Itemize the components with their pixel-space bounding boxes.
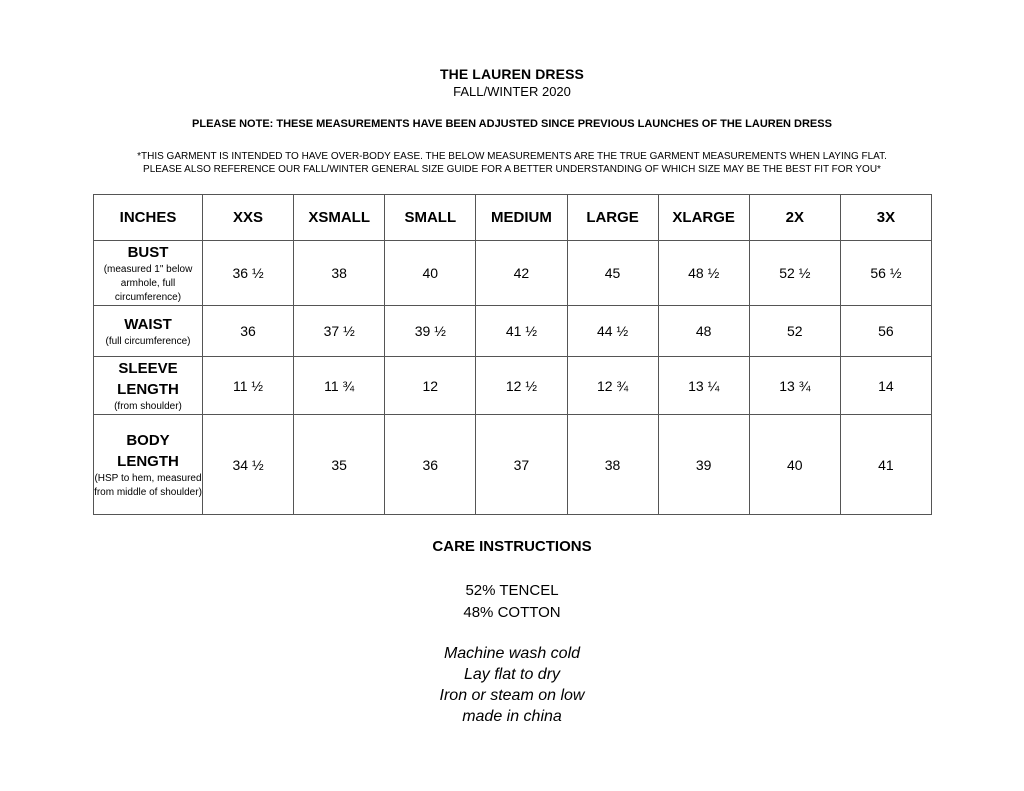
fabric-composition <box>0 580 1024 624</box>
measurement-disclaimer <box>0 150 1024 176</box>
adjustment-note: PLEASE NOTE: THESE MEASUREMENTS HAVE BEEN ADJUSTED SINCE PREVIOUS LAUNCHES OF THE LAUREN DRESS <box>192 118 832 130</box>
table-cell: 52 ½ <box>749 241 840 306</box>
column-header: SMALL <box>385 195 476 241</box>
care-instruction: Lay flat to dry <box>463 666 561 683</box>
table-cell: 13 ¼ <box>658 357 749 415</box>
table-cell: 41 <box>840 415 931 515</box>
row-label-cell <box>94 241 203 306</box>
row-sublabel: (from shoulder) <box>114 400 182 412</box>
column-header: LARGE <box>567 195 658 241</box>
table-row <box>94 306 932 357</box>
care-instruction: Machine wash cold <box>443 645 581 662</box>
table-cell: 11 ¾ <box>294 357 385 415</box>
row-sublabel: (measured 1" below armhole, full circumference) <box>103 263 193 303</box>
table-cell: 13 ¾ <box>749 357 840 415</box>
disclaimer-line-1: *THIS GARMENT IS INTENDED TO HAVE OVER-BODY EASE. THE BELOW MEASUREMENTS ARE THE TRUE GARMENT MEASUREMENTS WHEN LAYING FLAT. <box>137 151 887 162</box>
table-cell: 39 <box>658 415 749 515</box>
table-cell: 36 <box>203 306 294 357</box>
page-title: THE LAUREN DRESS <box>440 66 584 82</box>
column-header: MEDIUM <box>476 195 567 241</box>
size-chart-table <box>93 194 932 515</box>
table-cell: 34 ½ <box>203 415 294 515</box>
table-row <box>94 357 932 415</box>
row-label: BODY LENGTH <box>117 431 179 470</box>
care-instruction: made in china <box>462 708 562 725</box>
table-cell: 40 <box>749 415 840 515</box>
table-header-row <box>94 195 932 241</box>
fabric-line: 48% COTTON <box>463 604 561 621</box>
care-instruction-list <box>0 643 1024 727</box>
table-row <box>94 241 932 306</box>
column-header: XXS <box>203 195 294 241</box>
table-cell: 12 ¾ <box>567 357 658 415</box>
fabric-line: 52% TENCEL <box>465 582 559 599</box>
row-label: WAIST <box>124 315 172 333</box>
table-cell: 40 <box>385 241 476 306</box>
row-label: SLEEVE LENGTH <box>117 359 179 398</box>
row-label-cell <box>94 357 203 415</box>
column-header: INCHES <box>94 195 203 241</box>
disclaimer-line-2: PLEASE ALSO REFERENCE OUR FALL/WINTER GENERAL SIZE GUIDE FOR A BETTER UNDERSTANDING OF WHICH SIZE MAY BE THE BEST FIT FOR YOU* <box>143 164 881 175</box>
column-header: XLARGE <box>658 195 749 241</box>
table-cell: 56 <box>840 306 931 357</box>
table-cell: 48 <box>658 306 749 357</box>
table-cell: 39 ½ <box>385 306 476 357</box>
care-instruction: Iron or steam on low <box>439 687 585 704</box>
table-cell: 12 ½ <box>476 357 567 415</box>
row-label-cell <box>94 415 203 515</box>
table-cell: 37 ½ <box>294 306 385 357</box>
table-cell: 52 <box>749 306 840 357</box>
table-cell: 36 ½ <box>203 241 294 306</box>
table-cell: 14 <box>840 357 931 415</box>
column-header: 3X <box>840 195 931 241</box>
column-header: 2X <box>749 195 840 241</box>
table-cell: 45 <box>567 241 658 306</box>
table-cell: 48 ½ <box>658 241 749 306</box>
table-row <box>94 415 932 515</box>
table-cell: 42 <box>476 241 567 306</box>
row-sublabel: (full circumference) <box>105 335 191 347</box>
row-label-cell <box>94 306 203 357</box>
season-subtitle: FALL/WINTER 2020 <box>453 84 571 99</box>
table-cell: 44 ½ <box>567 306 658 357</box>
table-cell: 35 <box>294 415 385 515</box>
table-cell: 11 ½ <box>203 357 294 415</box>
table-cell: 38 <box>294 241 385 306</box>
table-cell: 41 ½ <box>476 306 567 357</box>
table-cell: 56 ½ <box>840 241 931 306</box>
care-instructions-heading: CARE INSTRUCTIONS <box>432 538 592 555</box>
table-cell: 36 <box>385 415 476 515</box>
table-cell: 12 <box>385 357 476 415</box>
table-cell: 37 <box>476 415 567 515</box>
row-label: BUST <box>127 243 169 261</box>
table-cell: 38 <box>567 415 658 515</box>
column-header: XSMALL <box>294 195 385 241</box>
row-sublabel: (HSP to hem, measured from middle of shoulder) <box>94 472 202 498</box>
